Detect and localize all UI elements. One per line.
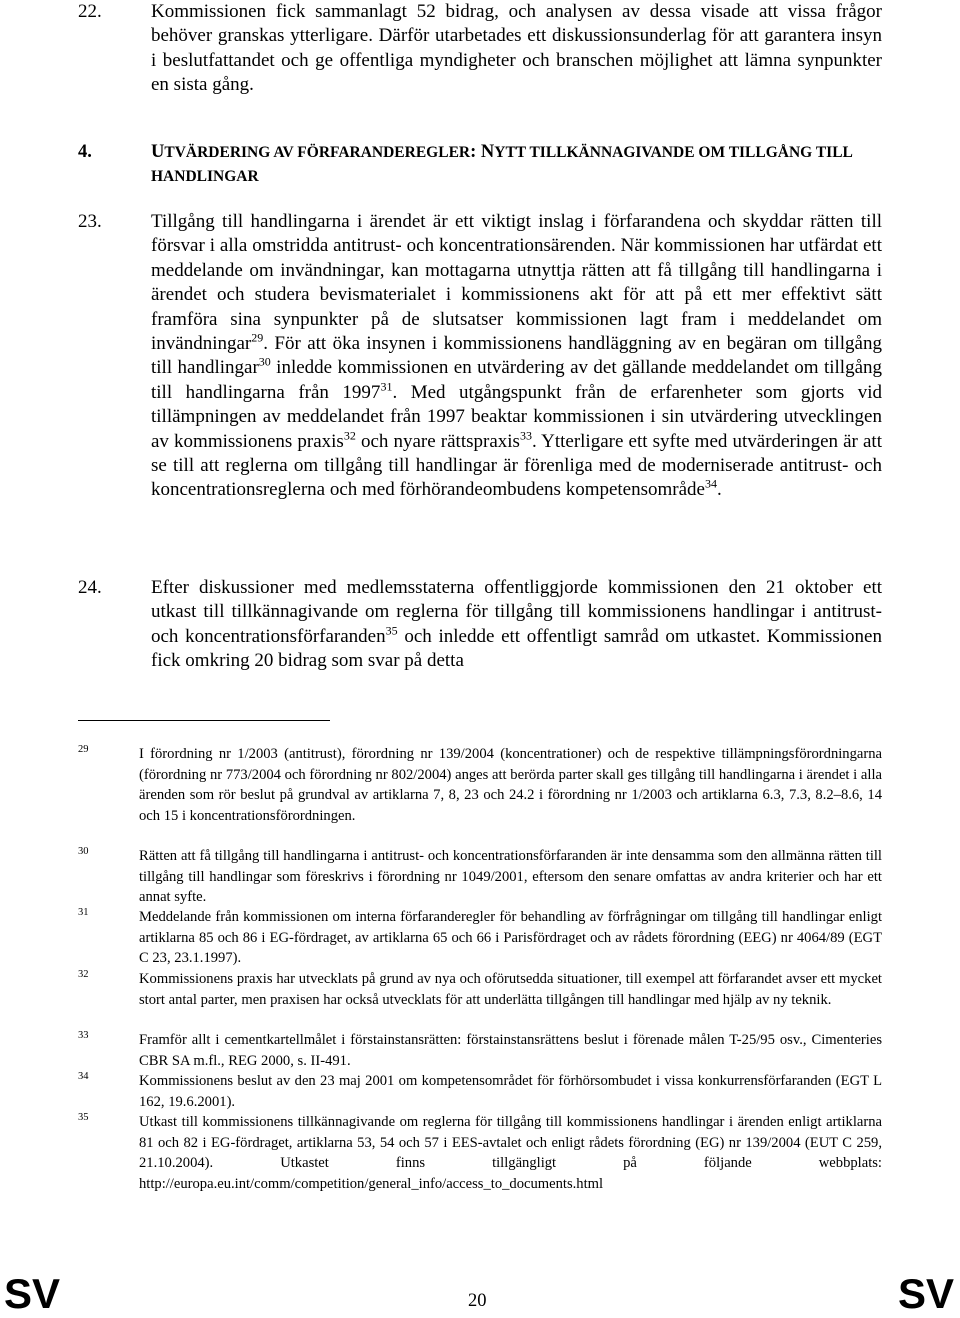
footnote-number: 31 xyxy=(78,907,89,918)
paragraph-text: Tillgång till handlingarna i ärendet är ett viktigt inslag i förfarandena och skyddar rätten till försvar i alla omstridda antitrust- och koncentrationsärenden. När kommissionen har utfärdat ett meddelande om invändningar, kan mottagarna utnyttja rätten att få tillgång till handlingarna i ärendet och studera bevismaterialet i kommissionens akt för att på ett mer effektivt sätt framföra sina synpunkter på de slutsatser kommissionen lagt fram i meddelandet om invändningar$^{29}$. För att öka insynen i kommissionens handläggning av en begäran om tillgång till handlingar$^{30}$ inledde kommissionen en utvärdering av det gällande meddelandet om tillgång till handlingarna från 1997$^{31}$. Med utgångspunkt från de erfarenheter som gjorts vid tillämpningen av meddelandet från 1997 beaktar kommissionen i sin utvärdering utvecklingen av kommissionens praxis$^{32}$ och nyare rättspraxis$^{33}$. Ytterligare ett syfte med utvärderingen är att se till att reglerna om tillgång till handlingar är förenliga med de moderniserade antitrust- och koncentrationsreglerna och med förhörandeombudens kompetensområde$^{34}$. xyxy=(151,211,883,501)
section-title: UTVÄRDERING AV FÖRFARANDEREGLER: NYTT TILLKÄNNAGIVANDE OM TILLGÅNG TILL HANDLINGAR xyxy=(151,142,853,185)
footnote-ref: 32 xyxy=(343,428,356,443)
footnote-text: Meddelande från kommissionen om interna förfaranderegler för behandling av förfrågningar om tillgång till handlingar enligt artiklarna 85 och 86 i EG-fördraget, av artiklarna 65 och 66 i Parisfördraget och av rådets förordning (EEG) nr 4064/89 (EGT C 23, 23.1.1997). xyxy=(139,909,882,967)
footnote-ref: 29 xyxy=(251,330,264,345)
section-heading xyxy=(78,140,882,189)
footnote-text: Utkast till kommissionens tillkännagivande om reglerna för tillgång till kommissionens handlingar i ärenden enligt artiklarna 81 och 82 i EG-fördraget, artiklarna 53, 54 och 57 i EES-avtalet och enligt rådets förordning (EG) nr 139/2004 (EUT C 259, 21.10.2004). Utkastet finns tillgängligt på följande webbplats: http://europa.eu.int/comm/competition/general_info/access_to_documents.html xyxy=(139,1114,882,1192)
footnote-33 xyxy=(78,1030,882,1071)
paragraph-text: Efter diskussioner med medlemsstaterna offentliggjorde kommissionen den 21 oktober ett utkast till tillkännagivande om reglerna för tillgång till kommissionens handlingar i antitrust- och koncentrationsförfaranden$^{35}$ och inledde ett offentligt samråd om utkastet. Kommissionen fick omkring 20 bidrag som svar på detta xyxy=(151,577,882,672)
footnote-31 xyxy=(78,907,882,969)
footnote-text: Kommissionens praxis har utvecklats på grund av nya och oförutsedda situationer, till exempel att förfarandet avser ett mycket stort antal parter, men praxisen har också utvecklats för att underlätta tillgången till handlingar med hjälp av ny teknik. xyxy=(139,971,882,1008)
footnote-ref: 35 xyxy=(385,623,398,638)
paragraph-number: 22. xyxy=(78,1,102,22)
paragraph-number: 24. xyxy=(78,577,102,598)
footnote-35 xyxy=(78,1112,882,1194)
footnote-ref: 34 xyxy=(704,477,717,492)
page-number: 20 xyxy=(468,1291,487,1311)
footnote-number: 30 xyxy=(78,846,89,857)
footnote-32 xyxy=(78,969,882,1010)
paragraph-text: Kommissionen fick sammanlagt 52 bidrag, och analysen av dessa visade att vissa frågor behöver granskas ytterligare. Därför utarbetades ett diskussionsunderlag för att garantera insyn i beslutfattandet och ge offentliga myndigheter och branschen möjlighet att lämna synpunkter en sista gång. xyxy=(151,1,882,96)
language-code-left: SV xyxy=(4,1270,61,1317)
footnote-30 xyxy=(78,846,882,908)
paragraph-number: 23. xyxy=(78,211,102,232)
footnote-number: 29 xyxy=(78,744,89,755)
footnote-text: Framför allt i cementkartellmålet i förstainstansrätten: förstainstansrättens beslut i förenade målen T-25/95 osv., Cimenteries CBR SA m.fl., REG 2000, s. II-491. xyxy=(139,1032,882,1069)
footnote-number: 33 xyxy=(78,1030,89,1041)
footnote-text: Rätten att få tillgång till handlingarna i antitrust- och koncentrationsförfaranden är inte densamma som den allmänna rätten till tillgång till handlingar som föreskrivs i förordning nr 1049/2001, eftersom den senare omfattas av andra kriterier och har ett annat syfte. xyxy=(139,848,882,906)
paragraph-23 xyxy=(78,210,882,503)
footnote-ref: 33 xyxy=(519,428,532,443)
paragraph-24 xyxy=(78,576,882,674)
footnote-ref: 31 xyxy=(380,379,393,394)
footnote-number: 35 xyxy=(78,1112,89,1123)
footnote-text: I förordning nr 1/2003 (antitrust), förordning nr 139/2004 (koncentrationer) och de respektive tillämpningsförordningarna (förordning nr 773/2004 och förordning nr 802/2004) anges att berörda parter skall ges tillgång till handlingarna i ärendet i alla ärenden som rör beslut på grundval av artiklarna 7, 8, 23 och 24.2 i förordning nr 1/2003 och artiklarna 6.3, 7.3, 8.2–8.6, 14 och 15 i koncentrationsförordningen. xyxy=(139,746,882,824)
paragraph-22 xyxy=(78,0,882,98)
footnote-number: 32 xyxy=(78,969,89,980)
footnote-separator xyxy=(78,720,330,721)
footnote-ref: 30 xyxy=(258,355,271,370)
language-code-right: SV xyxy=(898,1270,955,1317)
footnote-29 xyxy=(78,744,882,826)
section-number: 4. xyxy=(78,142,92,162)
footnote-number: 34 xyxy=(78,1071,89,1082)
footnote-text: Kommissionens beslut av den 23 maj 2001 om kompetensområdet för förhörsombudet i vissa konkurrensförfaranden (EGT L 162, 19.6.2001). xyxy=(139,1073,882,1110)
footnote-34 xyxy=(78,1071,882,1112)
